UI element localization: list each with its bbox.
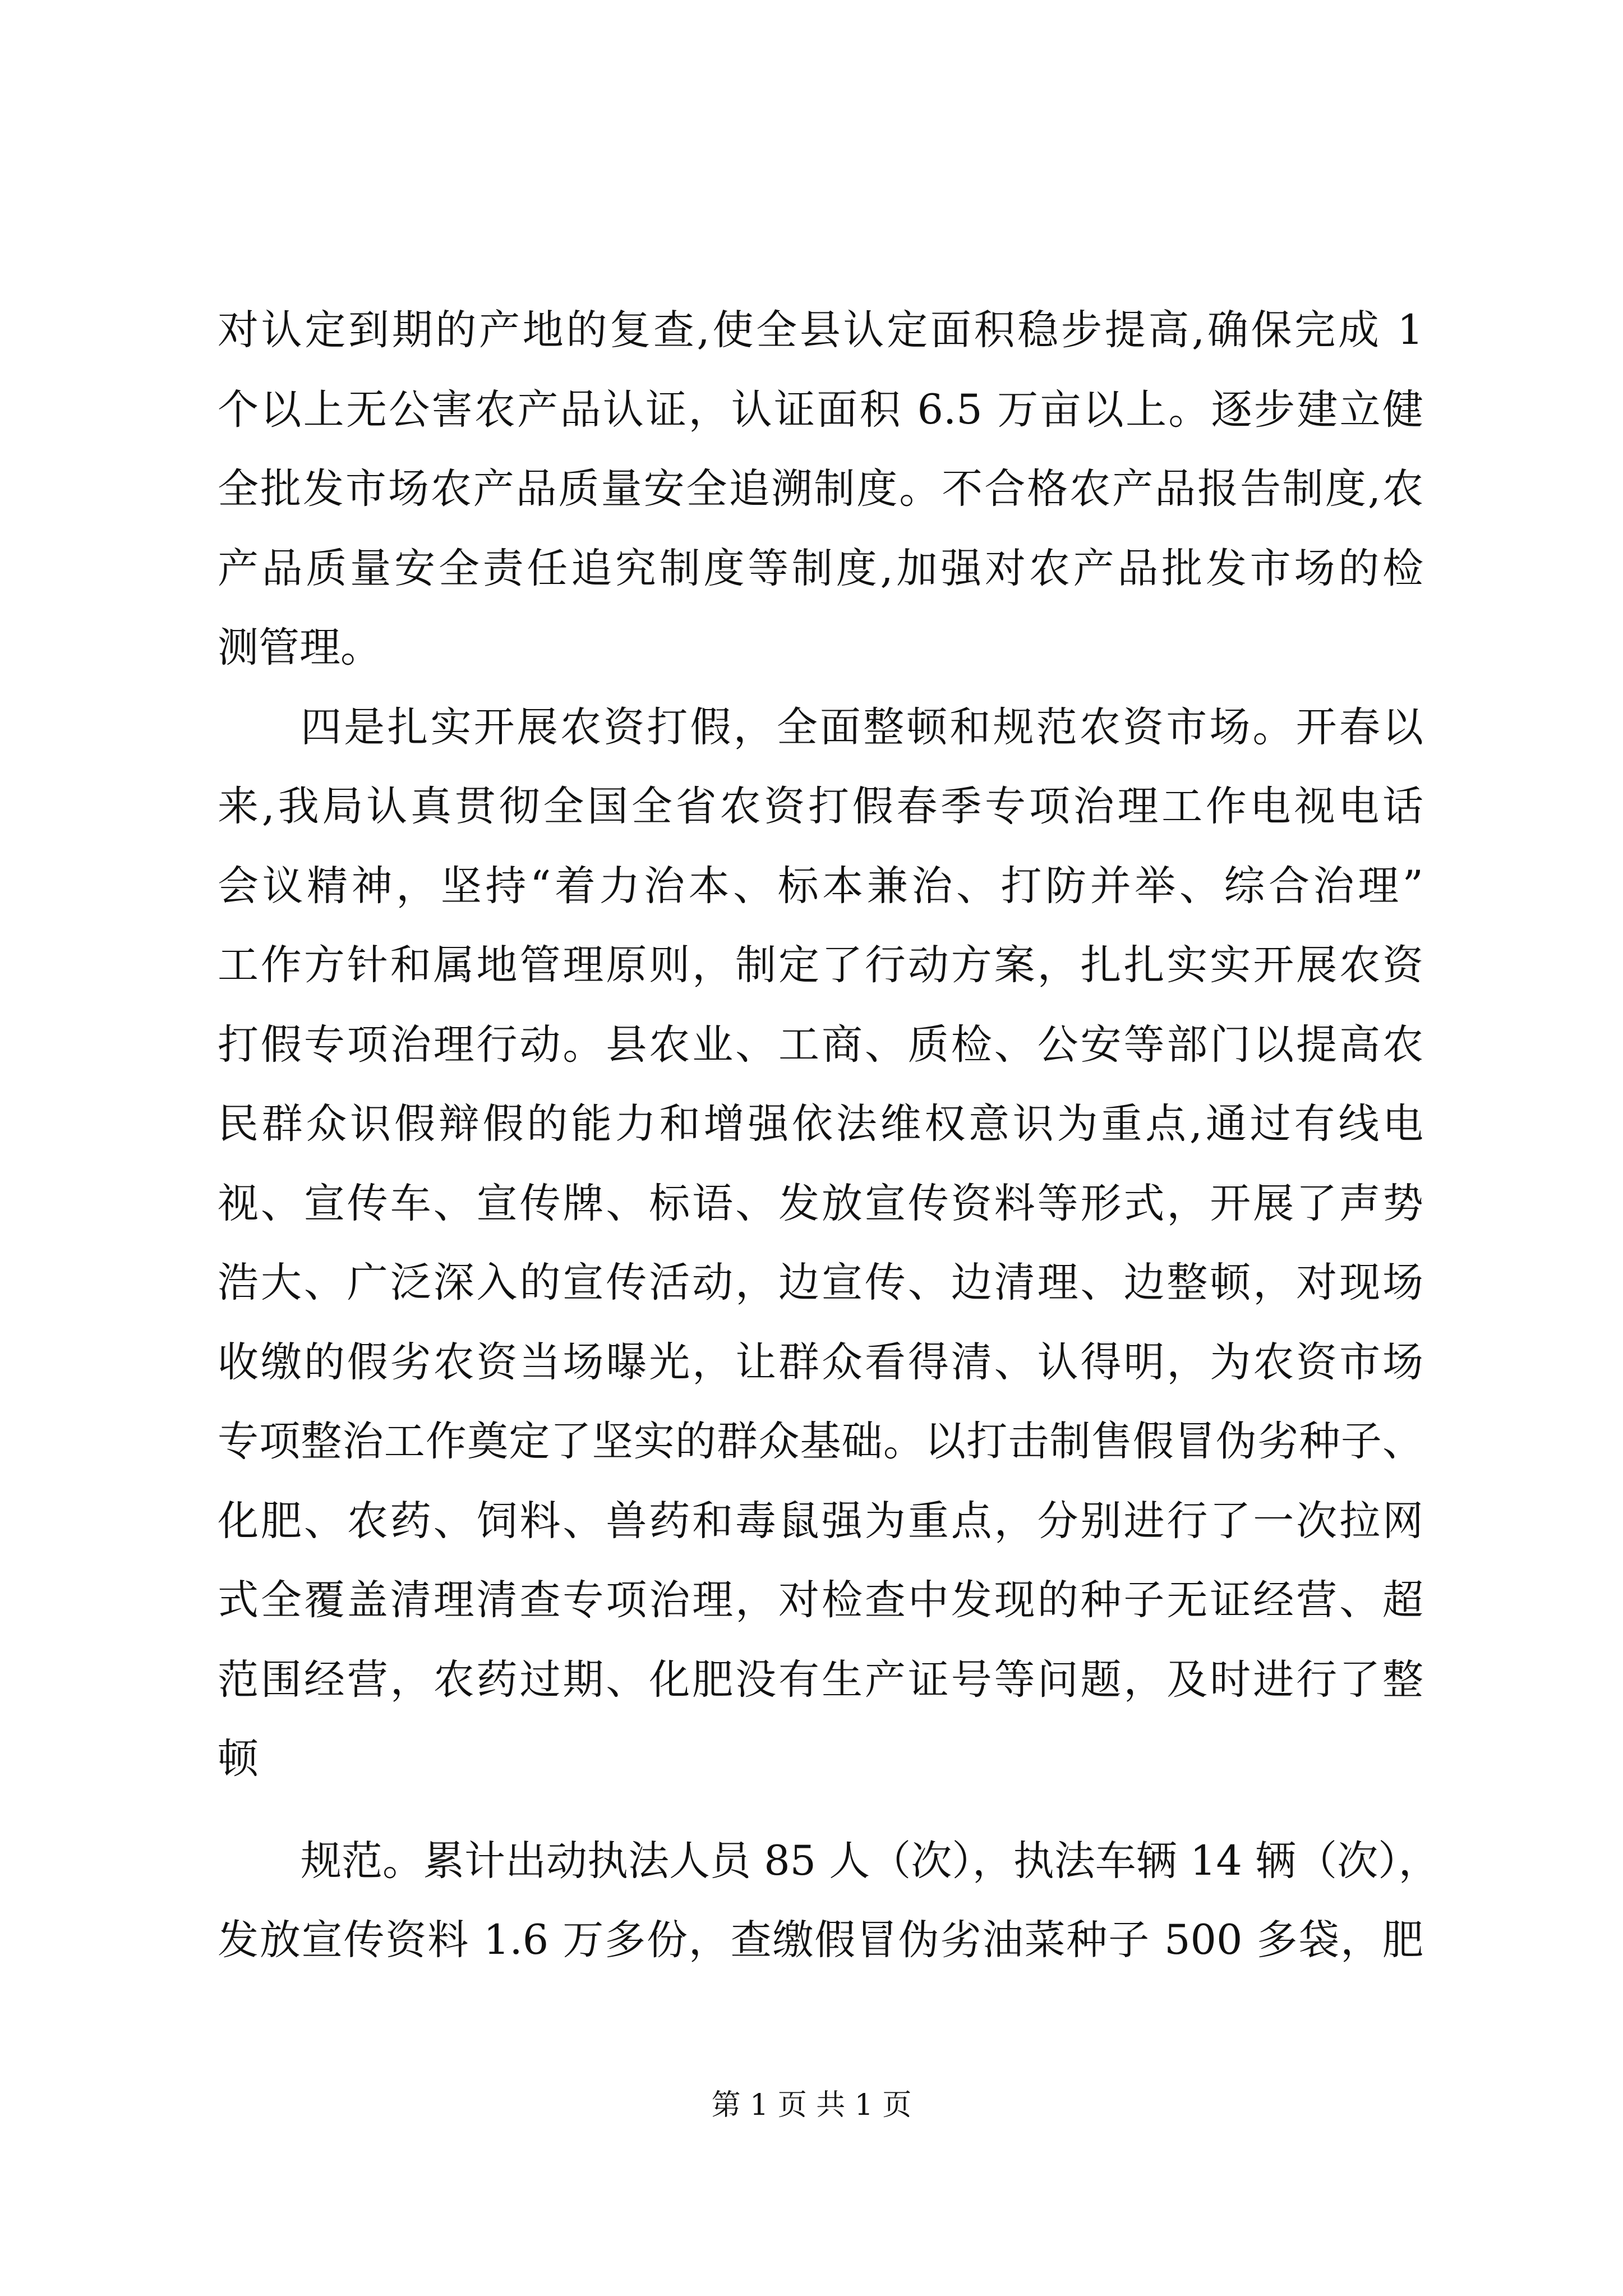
text-line: 收缴的假劣农资当场曝光，让群众看得清、认得明，为农资市场 [218, 1338, 1423, 1386]
text-line: 测管理。 [218, 624, 381, 671]
text-line: 发放宣传资料 1.6 万多份，查缴假冒伪劣油菜种子 500 多袋，肥 [218, 1916, 1423, 1964]
paragraph-gap [218, 1799, 1423, 1821]
text-line: 专项整治工作奠定了坚实的群众基础。以打击制售假冒伪劣种子、 [218, 1418, 1423, 1465]
page-footer: 第 1 页 共 1 页 [711, 2088, 912, 2122]
text-line: 范围经营，农药过期、化肥没有生产证号等问题，及时进行了整 [218, 1655, 1423, 1704]
text-line: 产品质量安全责任追究制度等制度,加强对农产品批发市场的检 [218, 544, 1423, 592]
body-text [218, 291, 1440, 1980]
text-line: 全批发市场农产品质量安全追溯制度。不合格农产品报告制度,农 [218, 465, 1423, 513]
text-line: 会议精神，坚持“着力治本、标本兼治、打防并举、综合治理” [218, 862, 1423, 910]
text-line: 对认定到期的产地的复查,使全县认定面积稳步提高,确保完成 1 [218, 306, 1423, 354]
text-line: 来,我局认真贯彻全国全省农资打假春季专项治理工作电视电话 [218, 783, 1423, 830]
paragraph-first-line: 四是扎实开展农资打假，全面整顿和规范农资市场。开春以 [301, 703, 1423, 751]
text-line: 打假专项治理行动。县农业、工商、质检、公安等部门以提高农 [218, 1020, 1423, 1069]
text-line: 工作方针和属地管理原则，制定了行动方案，扎扎实实开展农资 [218, 941, 1423, 989]
text-line: 式全覆盖清理清查专项治理，对检查中发现的种子无证经营、超 [218, 1576, 1423, 1624]
paragraph-first-line: 规范。累计出动执法人员 85 人（次），执法车辆 14 辆（次）， [301, 1837, 1440, 1885]
text-line: 化肥、农药、饲料、兽药和毒鼠强为重点，分别进行了一次拉网 [218, 1497, 1423, 1545]
text-line: 视、宣传车、宣传牌、标语、发放宣传资料等形式，开展了声势 [218, 1179, 1423, 1227]
text-line: 顿 [218, 1735, 259, 1783]
text-line: 民群众识假辩假的能力和增强依法维权意识为重点,通过有线电 [218, 1100, 1423, 1148]
text-line: 浩大、广泛深入的宣传活动，边宣传、边清理、边整顿，对现场 [218, 1259, 1423, 1306]
text-line: 个以上无公害农产品认证，认证面积 6.5 万亩以上。逐步建立健 [218, 385, 1423, 434]
